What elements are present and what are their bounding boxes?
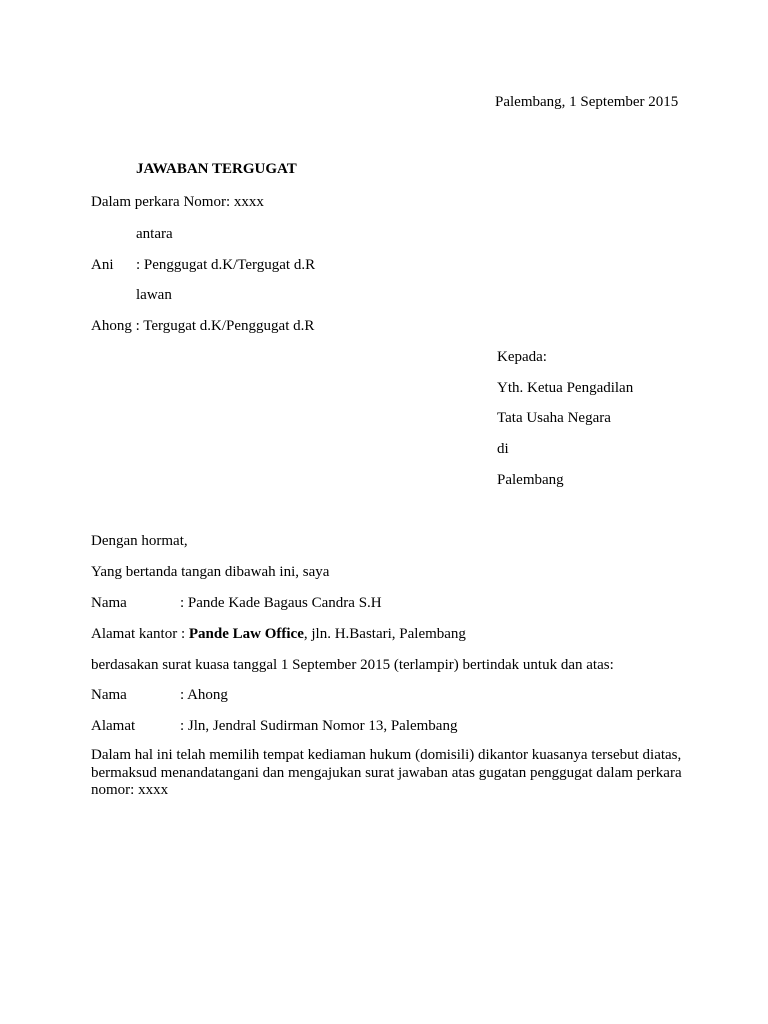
recipient-line4: Palembang: [497, 472, 564, 488]
recipient-line1: Yth. Ketua Pengadilan: [497, 380, 634, 396]
closing-paragraph: Dalam hal ini telah memilih tempat kediaman hukum (domisili) dikantor kuasanya tersebut diatas, bermaksud menandatangani dan mengajukan surat jawaban atas gugatan penggugat dalam perkara nomor: xxxx: [91, 747, 682, 798]
place-date: Palembang, 1 September 2015: [495, 94, 679, 110]
client-name-value: : Ahong: [180, 687, 228, 703]
signer-name-label: Nama: [91, 595, 127, 611]
office-name: Pande Law Office: [188, 626, 304, 642]
between-word: antara: [136, 226, 173, 242]
mandate-line: berdasakan surat kuasa tanggal 1 September 2015 (terlampir) bertindak untuk dan atas:: [91, 657, 614, 673]
client-address-label: Alamat: [91, 718, 136, 734]
recipient-line3: di: [497, 441, 509, 457]
recipient-line2: Tata Usaha Negara: [497, 410, 611, 426]
party1-role: : Penggugat d.K/Tergugat d.R: [136, 257, 316, 273]
client-address-value: : Jln, Jendral Sudirman Nomor 13, Palembang: [180, 718, 458, 734]
intro-line: Yang bertanda tangan dibawah ini, saya: [91, 564, 330, 580]
case-number: Dalam perkara Nomor: xxxx: [91, 194, 264, 210]
party1-name: Ani: [91, 257, 114, 273]
greeting: Dengan hormat,: [91, 533, 188, 549]
office-address: , jln. H.Bastari, Palembang: [303, 626, 466, 642]
office-label: Alamat kantor :: [91, 626, 186, 642]
office-line: [91, 625, 466, 643]
recipient-label: Kepada:: [497, 349, 547, 365]
client-name-label: Nama: [91, 687, 127, 703]
party2-line: Ahong : Tergugat d.K/Penggugat d.R: [91, 318, 315, 334]
versus-word: lawan: [136, 287, 172, 303]
document-title: JAWABAN TERGUGAT: [136, 161, 297, 177]
signer-name-value: : Pande Kade Bagaus Candra S.H: [180, 595, 382, 611]
